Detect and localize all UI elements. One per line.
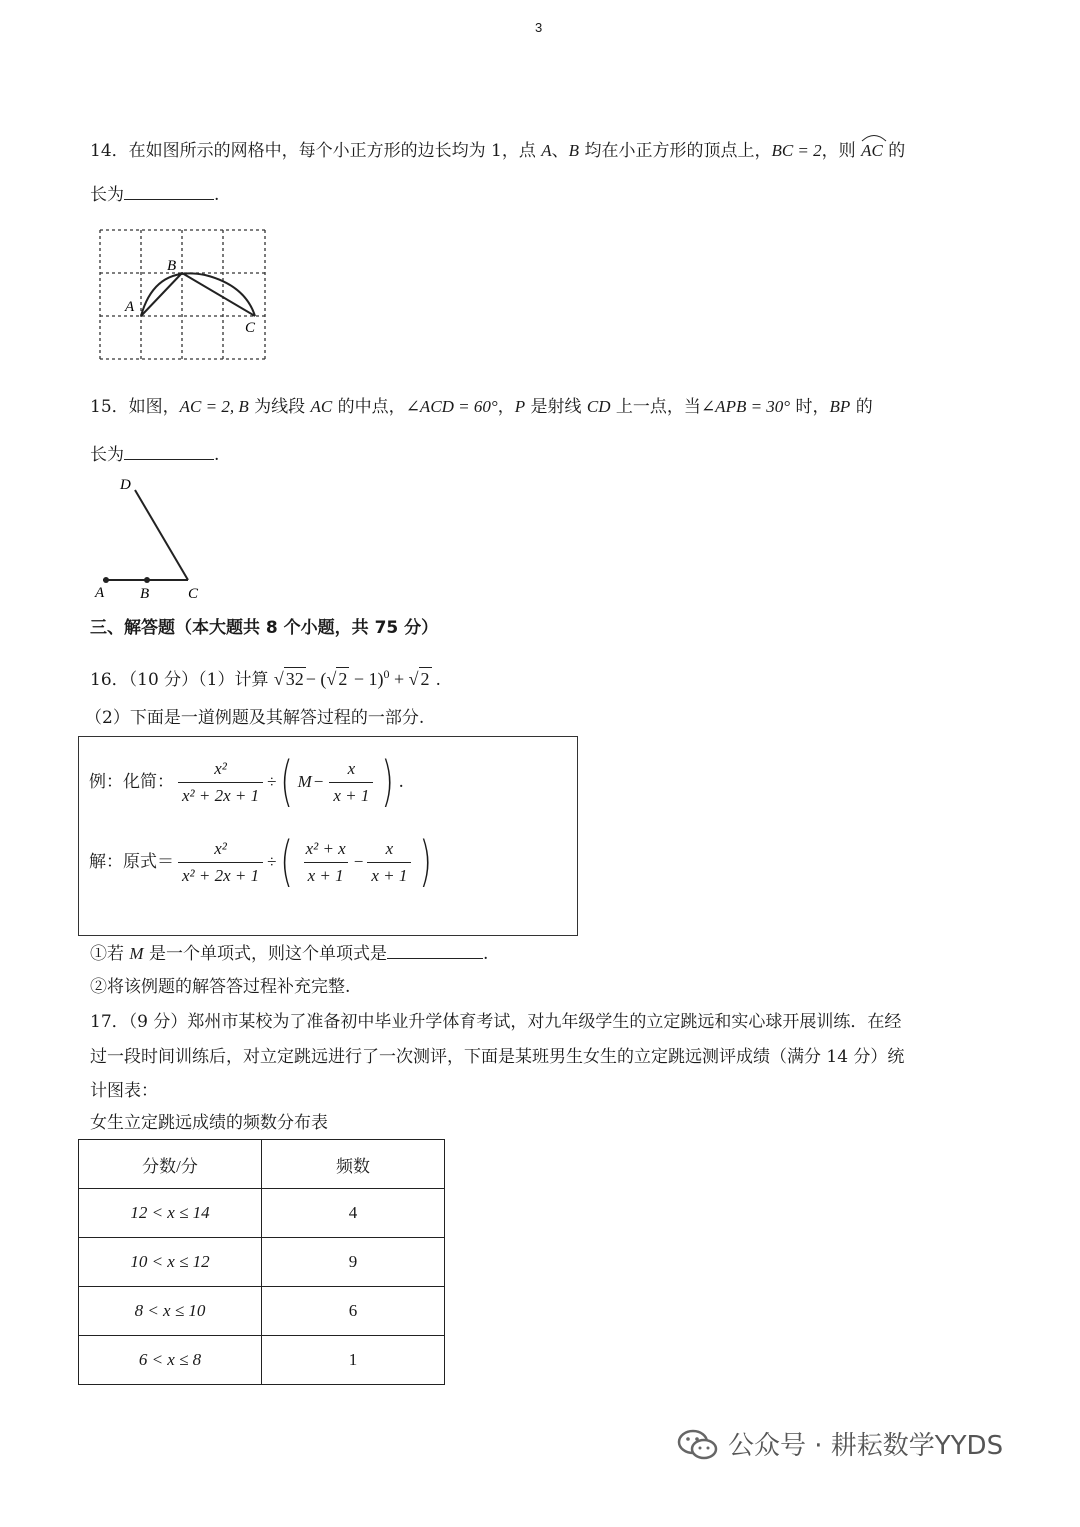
q15-label-b: B	[140, 586, 150, 602]
solution-frac: $\frac{\text{x²}}{\text{x² + 2x + 1}}$	[178, 838, 263, 887]
q15-ac: AC	[310, 397, 333, 416]
q15-label-a: A	[95, 585, 105, 601]
sqrt-2b: √ 2	[408, 669, 430, 689]
q17-line2: 过一段时间训练后，对立定跳远进行了一次测评，下面是某班男生女生的立定跳远测评成绩（满分 14 分）统	[90, 1047, 905, 1067]
q15-cond2: ∠ACD = 60°	[405, 397, 498, 416]
table-cell: 6 < x ≤ 8	[79, 1336, 262, 1385]
table-cell: 8 < x ≤ 10	[79, 1287, 262, 1336]
q17-line3: 计图表：	[90, 1081, 158, 1101]
example-frac: $\frac{\text{x²}}{\text{x² + 2x + 1}}$	[178, 758, 263, 807]
q15-p: P	[514, 397, 526, 416]
q15-text: 15．如图，	[90, 397, 180, 417]
section-heading: 三、解答题（本大题共 8 个小题，共 75 分）	[90, 618, 439, 638]
q15-line1	[90, 396, 873, 418]
q15-text-f: 上一点，当	[610, 397, 701, 417]
q16-sub1: ①若 M 是一个单项式，则这个单项式是 .	[90, 944, 489, 964]
frequency-table	[78, 1139, 445, 1385]
wechat-icon	[676, 1426, 720, 1462]
point-a	[103, 577, 109, 583]
q14-text: 14．在如图所示的网格中，每个小正方形的边长均为 1，点	[90, 141, 542, 161]
q15-text-g: 时，	[790, 397, 830, 417]
q15-text-d: ，	[497, 397, 515, 417]
table-row	[79, 1287, 445, 1336]
q14-line1	[90, 140, 905, 162]
table-row	[79, 1189, 445, 1238]
table-header: 分数/分	[79, 1140, 262, 1189]
q14-label-a: A	[125, 299, 135, 315]
q15-text-2: 长为	[90, 445, 124, 465]
table-title: 女生立定跳远成绩的频数分布表	[90, 1113, 328, 1133]
solution-frac-a: $\frac{\text{x² + x}}{x + 1}$	[305, 838, 346, 885]
q14-end: .	[214, 185, 220, 205]
m-var: M	[297, 772, 312, 791]
q15-text-e: 是射线	[525, 397, 587, 417]
q14-text-2: 长为	[90, 185, 124, 205]
q17-line1: 17．（9 分）郑州市某校为了准备初中毕业升学体育考试，对九年级学生的立定跳远和实心球开展训练．在经	[90, 1012, 902, 1032]
q14-label-c: C	[245, 320, 256, 336]
q15-text-c: 的中点，	[332, 397, 406, 417]
right-paren-icon: )	[381, 750, 395, 813]
inner-frac: $\frac{x}{x + 1}$	[329, 758, 373, 807]
q16-answer-blank	[387, 942, 483, 959]
q14-point-a: A	[541, 141, 552, 160]
table-header-row	[79, 1140, 445, 1189]
table-cell: 6	[262, 1287, 445, 1336]
q15-bp: BP	[829, 397, 851, 416]
table-cell: 1	[262, 1336, 445, 1385]
q15-cond3: ∠APB = 30°	[700, 397, 791, 416]
table-cell: 4	[262, 1189, 445, 1238]
q15-answer-blank	[124, 443, 214, 460]
q14-condition: BC = 2	[771, 141, 822, 160]
example-row: 例：化简： $\frac{\text{x²}}{\text{x² + 2x + 1}}$ ÷ ( M − $\frac{x}{x + 1}$ ) .	[89, 750, 404, 813]
q16-expression: √ 32 − (√ 2 − 1)$^0$ + √ 2 .	[273, 667, 441, 689]
sqrt-32: √ 32	[273, 669, 304, 689]
solution-row: 解：原式＝ $\frac{\text{x²}}{\text{x² + 2x + 1}}$ ÷ ( $\frac{\text{x² + x}}{x + 1}$ − $\frac{x}{x + 1}$ )	[89, 830, 433, 893]
point-b	[144, 577, 150, 583]
table-cell: 10 < x ≤ 12	[79, 1238, 262, 1287]
q15-cond1: AC = 2, B	[179, 397, 249, 416]
q14-arc-label: AC	[861, 141, 883, 160]
q15-cd: CD	[586, 397, 611, 416]
arc-ac	[141, 273, 255, 316]
q15-line2	[90, 443, 219, 466]
sqrt-2a: √ 2	[326, 669, 348, 689]
q14-line2	[90, 183, 219, 206]
left-paren-icon: (	[280, 830, 294, 893]
left-paren-icon: (	[280, 750, 294, 813]
q16-line2: （2）下面是一道例题及其解答过程的一部分.	[85, 708, 425, 728]
solution-label: 解：原式＝	[89, 852, 174, 872]
q14-point-b: B	[568, 141, 580, 160]
q14-label-b: B	[167, 258, 177, 274]
right-paren-icon: )	[419, 830, 433, 893]
watermark-text: 公众号 · 耕耘数学YYDS	[728, 1431, 1004, 1461]
arc-mark-icon	[861, 132, 887, 142]
table-row	[79, 1336, 445, 1385]
q14-text-d: 的	[882, 141, 906, 161]
table-cell: 9	[262, 1238, 445, 1287]
q15-figure	[90, 470, 220, 605]
q16-line1	[90, 663, 441, 691]
q14-answer-blank	[124, 183, 214, 200]
q15-end: .	[214, 445, 220, 465]
example-label: 例：化简：	[89, 772, 174, 792]
q14-arc-ac	[861, 140, 883, 162]
table-header: 频数	[262, 1140, 445, 1189]
q15-label-c: C	[188, 586, 199, 602]
watermark	[676, 1425, 1003, 1462]
table-row	[79, 1238, 445, 1287]
table-cell: 12 < x ≤ 14	[79, 1189, 262, 1238]
q15-text-h: 的	[850, 397, 873, 417]
q14-text-c: ，则	[821, 141, 862, 161]
q16-text: 16．（10 分）（1）计算	[90, 670, 269, 690]
q15-label-d: D	[120, 477, 131, 493]
q14-sep: 、	[551, 141, 569, 161]
q16-sub2: ②将该例题的解答答过程补充完整.	[90, 977, 351, 997]
segment-ab	[141, 273, 182, 316]
solution-frac-b: $\frac{x}{x + 1}$	[367, 838, 411, 887]
page-number: 3	[535, 20, 543, 35]
q14-text-b: 均在小正方形的顶点上，	[579, 141, 772, 161]
q14-grid-figure	[95, 225, 275, 365]
q15-text-b: 为线段	[248, 397, 311, 417]
ray-cd	[135, 490, 188, 580]
example-box	[78, 736, 578, 936]
